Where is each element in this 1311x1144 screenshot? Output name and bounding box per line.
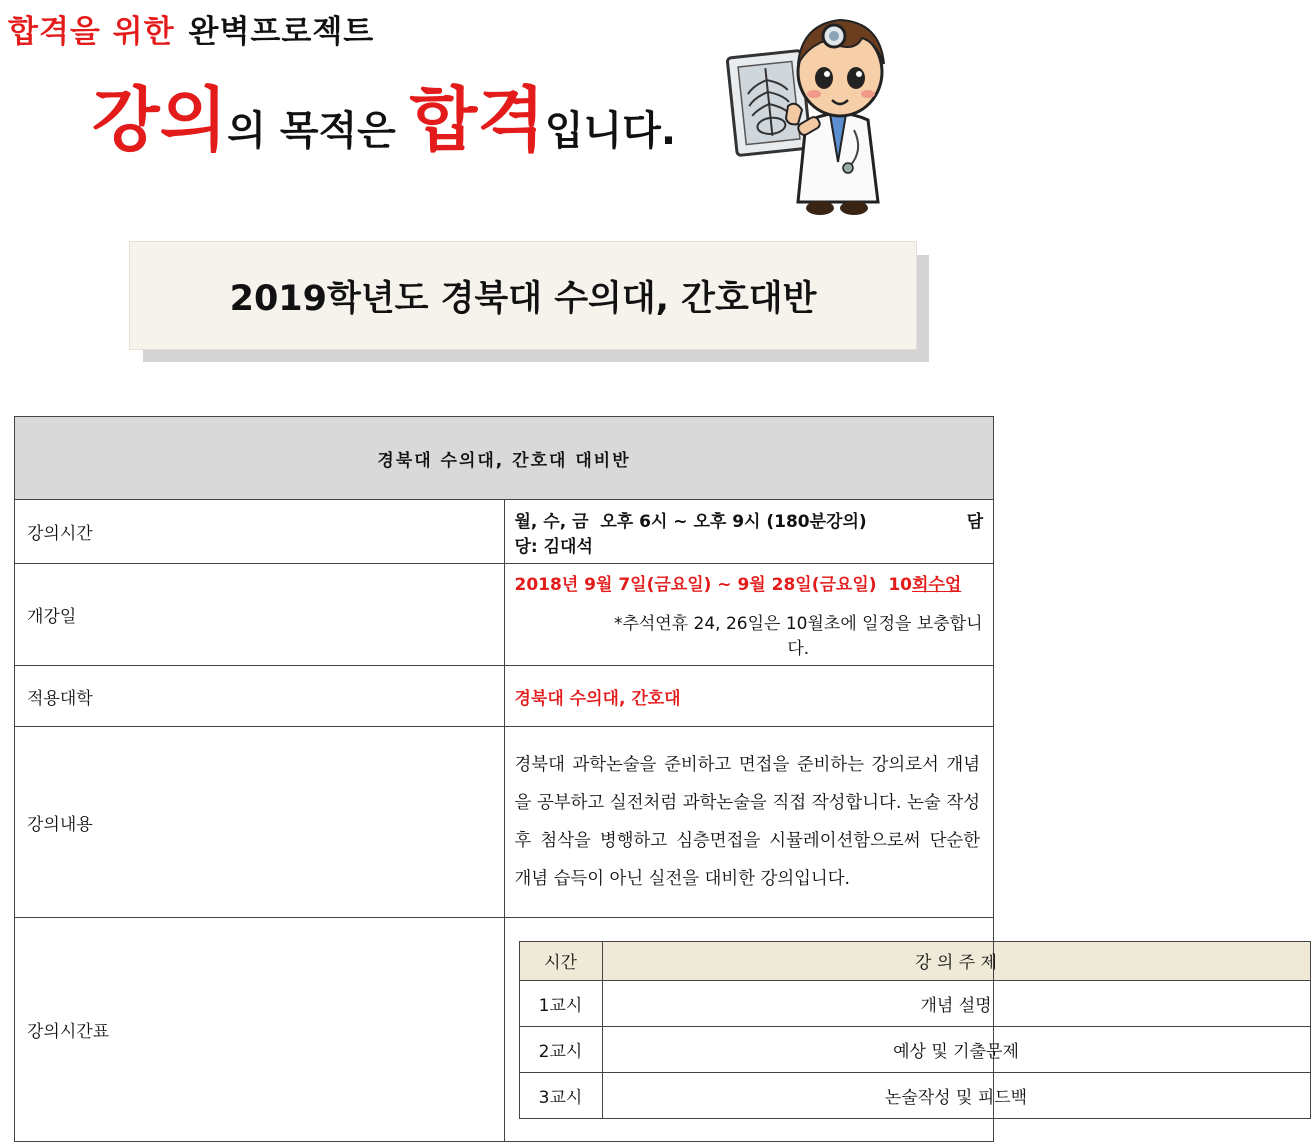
schedule-table (519, 941, 1311, 1119)
headline-top (8, 6, 374, 51)
schedule-topic: 예상 및 기출문제 (602, 1026, 1310, 1072)
headline-top-black: 완벽프로젝트 (188, 14, 375, 50)
row-value-schedule (504, 918, 1028, 1142)
schedule-row (519, 1072, 1310, 1118)
schedule-header-topic: 강 의 주 제 (602, 941, 1310, 980)
start-date (515, 570, 993, 595)
teacher-name: 담당: 김대석 (514, 511, 984, 557)
table-row (15, 500, 994, 564)
lecture-time: 월, 수, 금 오후 6시 ~ 오후 9시 (180분강의) (514, 511, 867, 532)
table-title-row (15, 417, 994, 500)
schedule-row (519, 1026, 1310, 1072)
course-banner: 2019학년도 경북대 수의대, 간호대반 (129, 241, 917, 350)
schedule-topic: 개념 설명 (602, 980, 1310, 1026)
row-value-start (504, 564, 994, 666)
schedule-header-time: 시간 (519, 941, 602, 980)
row-label-content: 강의내용 (15, 727, 505, 918)
headline-main (92, 64, 676, 165)
row-value-content (504, 727, 994, 918)
schedule-period: 1교시 (519, 980, 602, 1026)
row-label-schedule: 강의시간표 (15, 918, 505, 1142)
table-row (15, 564, 994, 666)
table-row (15, 666, 994, 727)
schedule-row (519, 980, 1310, 1026)
schedule-header-row (519, 941, 1310, 980)
holiday-note: *추석연휴 24, 26일은 10월초에 일정을 보충합니다. (613, 614, 983, 659)
headline-lecture: 강의 (92, 79, 228, 161)
course-description: 경북대 과학논술을 준비하고 면접을 준비하는 강의로서 개념을 공부하고 실전처럼 과학논술을 직접 작성합니다. 논술 작성 후 첨삭을 병행하고 심층면접을 시뮬레이션함으로써 단순한 개념 습득이 아닌 실전을 대비한 강의입니다. (514, 755, 980, 889)
row-value-univ: 경북대 수의대, 간호대 (504, 666, 994, 727)
schedule-topic: 논술작성 및 피드백 (602, 1072, 1310, 1118)
doctor-with-xray-icon (728, 2, 888, 224)
start-date-range: 2018년 9월 7일(금요일) ~ 9월 28일(금요일) 10 (514, 575, 913, 595)
headline-top-red: 합격을 위한 (8, 14, 175, 50)
headline-end: 입니다. (544, 108, 677, 154)
schedule-period: 3교시 (519, 1072, 602, 1118)
table-row (15, 727, 994, 918)
course-info-table (14, 416, 1028, 1142)
session-count: 회수업 (912, 575, 962, 595)
row-label-time: 강의시간 (15, 500, 505, 564)
headline-purpose: 의 목적은 (227, 108, 410, 154)
table-row (15, 918, 994, 1142)
row-label-univ: 적용대학 (15, 666, 505, 727)
headline-pass: 합격 (409, 79, 545, 161)
row-label-start: 개강일 (15, 564, 505, 666)
schedule-period: 2교시 (519, 1026, 602, 1072)
table-title: 경북대 수의대, 간호대 대비반 (15, 417, 994, 500)
row-value-time (504, 500, 994, 564)
